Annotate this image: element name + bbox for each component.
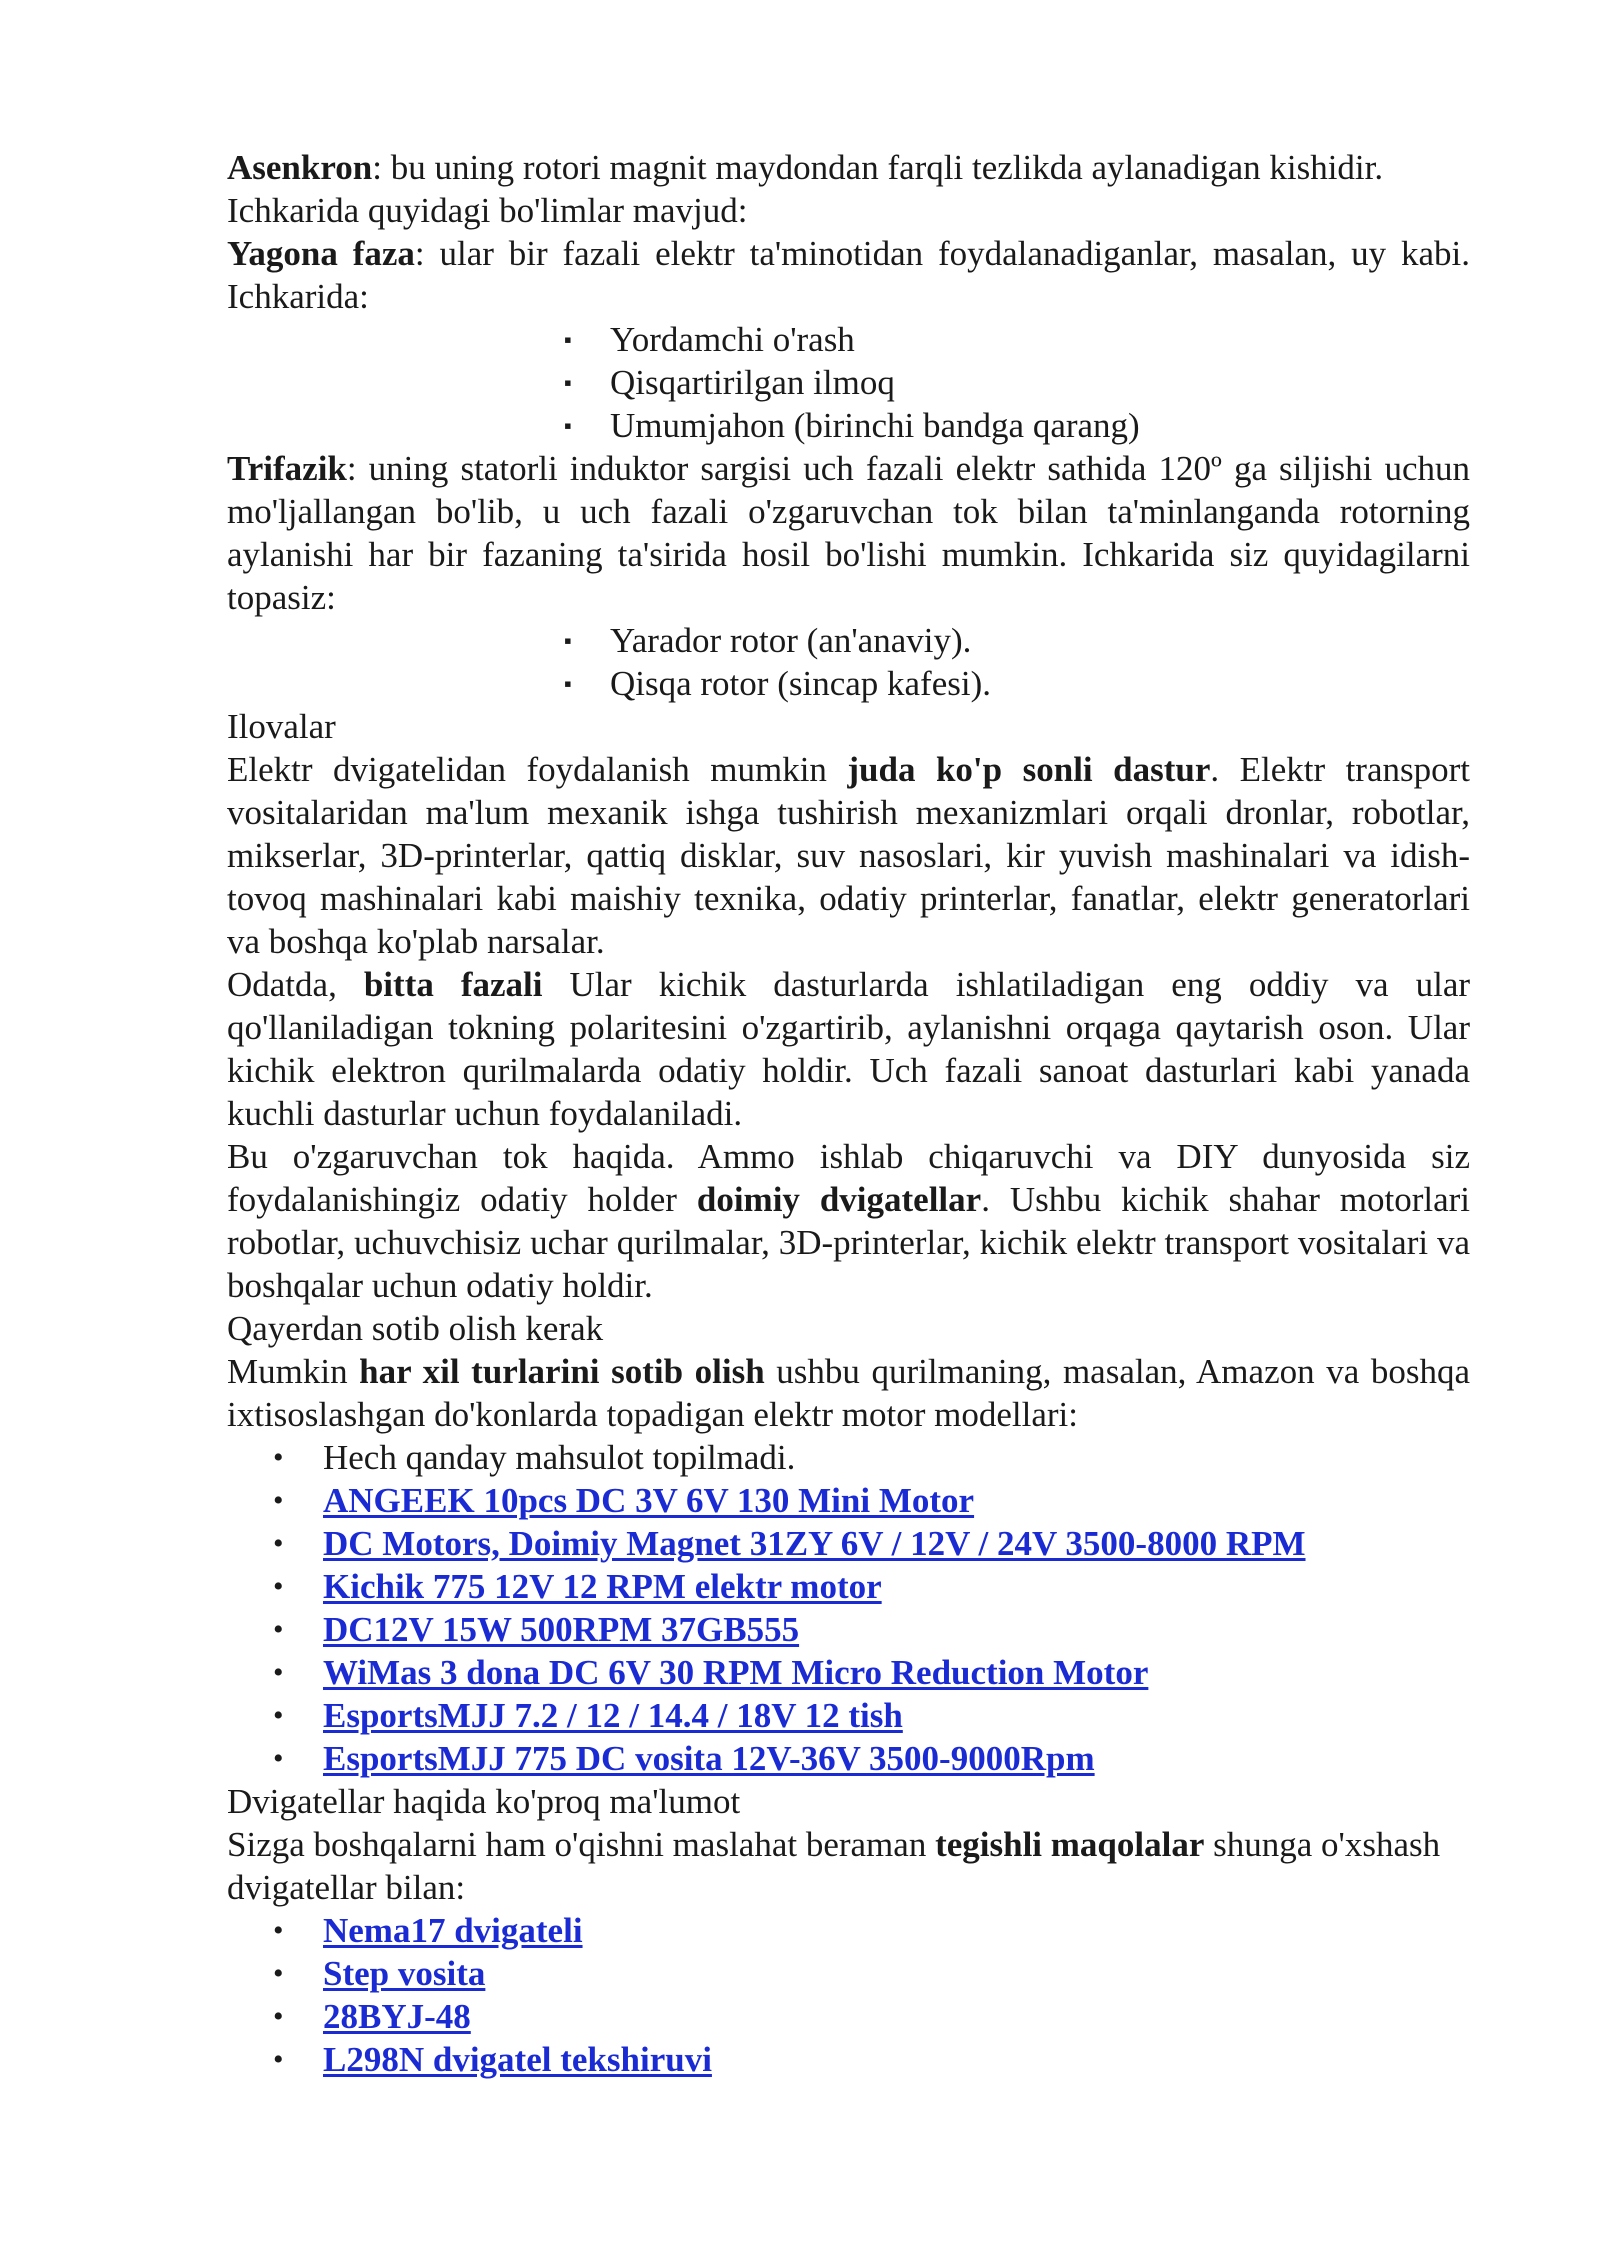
disc-bullet-icon: • [273, 1957, 284, 1990]
list-item-text: Qisqa rotor (sincap kafesi). [610, 664, 991, 703]
list-item [227, 1565, 1470, 1608]
article-link[interactable]: L298N dvigatel tekshiruvi [323, 2040, 712, 2079]
ilovalar-paragraph-2 [227, 963, 1470, 1135]
list-item [227, 619, 1470, 662]
disc-bullet-icon: • [273, 1441, 284, 1474]
text-span: Sizga boshqalarni ham o'qishni maslahat beraman [227, 1825, 936, 1864]
list-item [227, 1909, 1470, 1952]
article-link[interactable]: Step vosita [323, 1954, 486, 1993]
disc-bullet-icon: • [273, 1656, 284, 1689]
no-product-text: Hech qanday mahsulot topilmadi. [323, 1438, 796, 1477]
list-item [227, 361, 1470, 404]
document-page [227, 146, 1470, 2081]
list-item-text: Yarador rotor (an'anaviy). [610, 621, 972, 660]
list-item [227, 1479, 1470, 1522]
ilovalar-heading: Ilovalar [227, 707, 336, 746]
text-span: shunga o'xshash dvigatellar bilan: [227, 1825, 1441, 1907]
koproq-paragraph [227, 1823, 1470, 1909]
text-span: Odatda, [227, 965, 364, 1004]
list-item [227, 318, 1470, 361]
disc-bullet-icon: • [273, 1484, 284, 1517]
disc-bullet-icon: • [273, 1613, 284, 1646]
bold-span: tegishli maqolalar [935, 1825, 1205, 1864]
product-link[interactable]: WiMas 3 dona DC 6V 30 RPM Micro Reduction Motor [323, 1653, 1149, 1692]
asenkron-term: Asenkron [227, 148, 373, 187]
square-bullet-icon: ▪ [564, 628, 572, 653]
text-span: Elektr dvigatelidan foydalanish mumkin [227, 750, 848, 789]
text-span: Mumkin [227, 1352, 360, 1391]
text-span: ushbu qurilmaning, masalan, Amazon va boshqa ixtisoslashgan do'konlarda topadigan elektr motor modellari: [227, 1352, 1470, 1434]
disc-bullet-icon: • [273, 2043, 284, 2076]
asenkron-paragraph [227, 146, 1470, 232]
trifazik-text: : uning statorli induktor sargisi uch fazali elektr sathida 120º ga siljishi uchun mo'ljallangan bo'lib, u uch fazali o'zgaruvchan tok bilan ta'minlanganda rotorning aylanishi har bir fazaning ta'sirida hosil bo'lishi mumkin. Ichkarida siz quyidagilarni topasiz: [227, 449, 1470, 617]
koproq-heading: Dvigatellar haqida ko'proq ma'lumot [227, 1782, 741, 1821]
yagona-faza-list [227, 318, 1470, 447]
bold-span: bitta fazali [363, 965, 543, 1004]
list-item [227, 1651, 1470, 1694]
text-span: Bu o'zgaruvchan tok haqida. Ammo ishlab chiqaruvchi va DIY dunyosida siz foydalanishingiz odatiy holder [227, 1137, 1470, 1219]
product-link[interactable]: DC Motors, Doimiy Magnet 31ZY 6V / 12V / 24V 3500-8000 RPM [323, 1524, 1306, 1563]
product-link[interactable]: EsportsMJJ 7.2 / 12 / 14.4 / 18V 12 tish [323, 1696, 903, 1735]
bold-span: juda ko'p sonli dastur [847, 750, 1211, 789]
disc-bullet-icon: • [273, 1914, 284, 1947]
square-bullet-icon: ▪ [564, 671, 572, 696]
text-span: . Elektr transport vositalaridan ma'lum mexanik ishga tushirish mexanizmlari orqali dronlar, robotlar, mikserlar, 3D-printerlar, qattiq disklar, suv nasoslari, kir yuvish mashinalari va idish-tovoq mashinalari kabi maishiy texnika, odatiy printerlar, fanatlar, elektr generatorlari va boshqa ko'plab narsalar. [227, 750, 1470, 961]
disc-bullet-icon: • [273, 1742, 284, 1775]
disc-bullet-icon: • [273, 1699, 284, 1732]
text-span: Ular kichik dasturlarda ishlatiladigan eng oddiy va ular qo'llaniladigan tokning polaritesini o'zgartirib, aylanishni orqaga qaytarish oson. Ular kichik elektron qurilmalarda odatiy holdir. Uch fazali sanoat dasturlari kabi yanada kuchli dasturlar uchun foydalaniladi. [227, 965, 1471, 1133]
disc-bullet-icon: • [273, 1570, 284, 1603]
article-link[interactable]: 28BYJ-48 [323, 1997, 471, 2036]
list-item [227, 1995, 1470, 2038]
list-item-text: Qisqartirilgan ilmoq [610, 363, 895, 402]
product-link[interactable]: EsportsMJJ 775 DC vosita 12V-36V 3500-9000Rpm [323, 1739, 1095, 1778]
list-item-text: Yordamchi o'rash [610, 320, 855, 359]
product-link[interactable]: Kichik 775 12V 12 RPM elektr motor [323, 1567, 882, 1606]
yagona-faza-term: Yagona faza [227, 234, 415, 273]
list-item-text: Umumjahon (birinchi bandga qarang) [610, 406, 1140, 445]
bold-span: har xil turlarini sotib olish [359, 1352, 765, 1391]
list-item [227, 1522, 1470, 1565]
list-item [227, 1694, 1470, 1737]
bold-span: doimiy dvigatellar [696, 1180, 982, 1219]
trifazik-list [227, 619, 1470, 705]
list-item [227, 404, 1470, 447]
product-list [227, 1436, 1470, 1780]
asenkron-text: : bu uning rotori magnit maydondan farqli tezlikda aylanadigan kishidir. Ichkarida quyidagi bo'limlar mavjud: [227, 148, 1384, 230]
yagona-faza-paragraph [227, 232, 1470, 318]
related-articles-list [227, 1909, 1470, 2081]
disc-bullet-icon: • [273, 2000, 284, 2033]
sotib-olish-paragraph [227, 1350, 1470, 1436]
product-link[interactable]: DC12V 15W 500RPM 37GB555 [323, 1610, 800, 1649]
trifazik-paragraph [227, 447, 1470, 619]
list-item [227, 1436, 1470, 1479]
square-bullet-icon: ▪ [564, 327, 572, 352]
article-link[interactable]: Nema17 dvigateli [323, 1911, 583, 1950]
disc-bullet-icon: • [273, 1527, 284, 1560]
list-item [227, 2038, 1470, 2081]
square-bullet-icon: ▪ [564, 413, 572, 438]
trifazik-term: Trifazik [227, 449, 347, 488]
sotib-olish-heading: Qayerdan sotib olish kerak [227, 1309, 604, 1348]
list-item [227, 1737, 1470, 1780]
product-link[interactable]: ANGEEK 10pcs DC 3V 6V 130 Mini Motor [323, 1481, 975, 1520]
ilovalar-paragraph-1 [227, 748, 1470, 963]
list-item [227, 662, 1470, 705]
yagona-faza-text: : ular bir fazali elektr ta'minotidan foydalanadiganlar, masalan, uy kabi. Ichkarida: [227, 234, 1470, 316]
ilovalar-paragraph-3 [227, 1135, 1470, 1307]
text-span: . Ushbu kichik shahar motorlari robotlar, uchuvchisiz uchar qurilmalar, 3D-printerlar, kichik elektr transport vositalari va boshqalar uchun odatiy holdir. [227, 1180, 1470, 1305]
square-bullet-icon: ▪ [564, 370, 572, 395]
list-item [227, 1952, 1470, 1995]
list-item [227, 1608, 1470, 1651]
